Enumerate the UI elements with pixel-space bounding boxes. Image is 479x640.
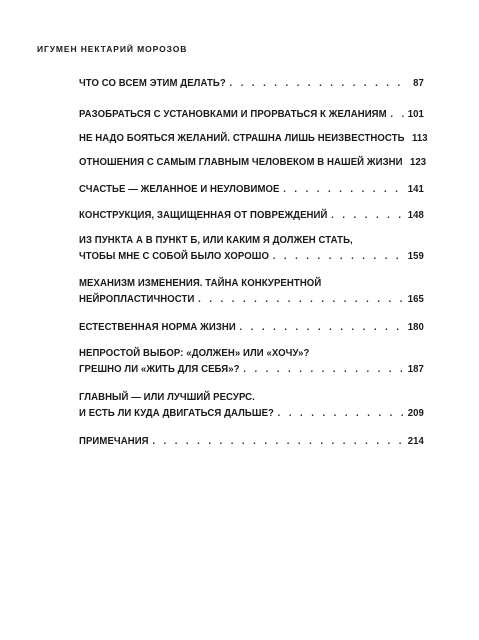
toc-page-number: 165 (407, 294, 424, 305)
toc-entry-title: СЧАСТЬЕ — ЖЕЛАННОЕ И НЕУЛОВИМОЕ (79, 184, 280, 195)
toc-page-number: 187 (407, 364, 424, 375)
dot-leader (198, 292, 404, 308)
toc-entry[interactable] (79, 131, 428, 147)
toc-entry[interactable] (79, 182, 424, 198)
toc-entry-title: МЕХАНИЗМ ИЗМЕНЕНИЯ. ТАЙНА КОНКУРЕНТНОЙ (79, 278, 322, 289)
toc-page-number: 101 (407, 109, 424, 120)
dot-leader (331, 208, 404, 224)
toc-page-number: 214 (407, 436, 424, 447)
toc-entry-title: ЕСТЕСТВЕННАЯ НОРМА ЖИЗНИ (79, 322, 236, 333)
toc-entry[interactable] (79, 320, 424, 336)
toc-entry-title-continued: ЧТОБЫ МНЕ С СОБОЙ БЫЛО ХОРОШО (79, 251, 270, 262)
dot-leader (390, 107, 404, 123)
toc-entry-title: ЧТО СО ВСЕМ ЭТИМ ДЕЛАТЬ? (79, 78, 226, 89)
toc-entry-title: КОНСТРУКЦИЯ, ЗАЩИЩЕННАЯ ОТ ПОВРЕЖДЕНИЙ (79, 210, 328, 221)
toc-entry[interactable] (79, 155, 427, 171)
toc-page-number: 180 (407, 322, 424, 333)
toc-entry-title-continued: И ЕСТЬ ЛИ КУДА ДВИГАТЬСЯ ДАЛЬШЕ? (79, 408, 274, 419)
toc-entry-title: НЕ НАДО БОЯТЬСЯ ЖЕЛАНИЙ. СТРАШНА ЛИШЬ НЕИЗВЕСТНОСТЬ (79, 133, 405, 144)
toc-entry-title-continued: ГРЕШНО ЛИ «ЖИТЬ ДЛЯ СЕБЯ»? (79, 364, 240, 375)
toc-entry[interactable] (79, 208, 424, 224)
toc-page-number: 159 (407, 251, 424, 262)
toc-page-number: 141 (407, 184, 424, 195)
toc-entry[interactable] (79, 276, 424, 308)
dot-leader (152, 434, 404, 450)
toc-page-number: 148 (407, 210, 424, 221)
toc-entry-title: НЕПРОСТОЙ ВЫБОР: «ДОЛЖЕН» ИЛИ «ХОЧУ»? (79, 348, 310, 359)
toc-entry-title: РАЗОБРАТЬСЯ С УСТАНОВКАМИ И ПРОРВАТЬСЯ К ЖЕЛАНИЯМ (79, 109, 387, 120)
dot-leader (278, 406, 404, 422)
dot-leader (243, 362, 404, 378)
toc-entry[interactable] (79, 107, 424, 123)
running-head: ИГУМЕН НЕКТАРИЙ МОРОЗОВ (37, 44, 188, 54)
dot-leader (283, 182, 404, 198)
toc-entry-title: ОТНОШЕНИЯ С САМЫМ ГЛАВНЫМ ЧЕЛОВЕКОМ В НАШЕЙ ЖИЗНИ (79, 157, 403, 168)
toc-entry-title: ИЗ ПУНКТА А В ПУНКТ Б, ИЛИ КАКИМ Я ДОЛЖЕН СТАТЬ, (79, 235, 353, 246)
toc-page-number: 209 (407, 408, 424, 419)
toc-entry[interactable] (79, 233, 424, 265)
toc-page-number: 87 (413, 78, 424, 89)
toc-entry[interactable] (79, 390, 424, 422)
dot-leader (229, 76, 409, 92)
toc-page-number: 123 (409, 157, 427, 168)
toc-entry-title: ГЛАВНЫЙ — ИЛИ ЛУЧШИЙ РЕСУРС. (79, 392, 255, 403)
dot-leader (273, 249, 404, 265)
toc-entry-title-continued: НЕЙРОПЛАСТИЧНОСТИ (79, 294, 195, 305)
toc-entry[interactable] (79, 346, 424, 378)
toc-entry-title: ПРИМЕЧАНИЯ (79, 436, 149, 447)
toc-entry[interactable] (79, 76, 424, 92)
toc-page-number: 113 (411, 133, 428, 144)
toc-entry[interactable] (79, 434, 424, 450)
dot-leader (240, 320, 404, 336)
